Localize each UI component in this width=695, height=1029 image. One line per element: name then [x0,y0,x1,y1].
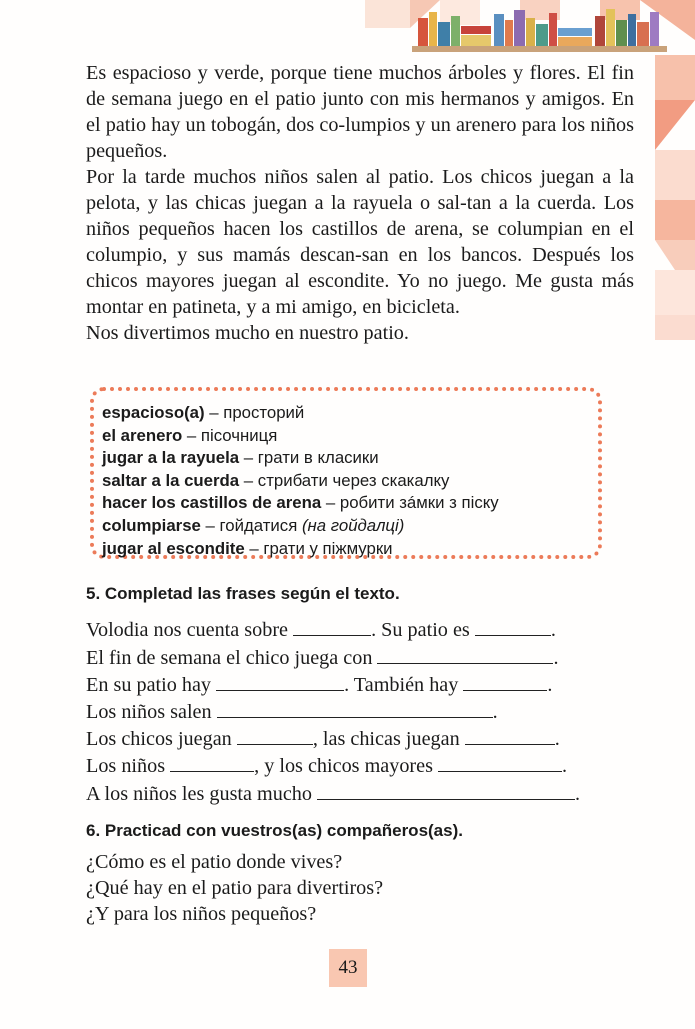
exercise-5-line-6: Los niños , y los chicos mayores . [86,755,568,777]
answer-blank[interactable] [216,672,344,691]
answer-blank[interactable] [317,781,575,800]
exercise-5-line-5: Los chicos juegan , las chicas juegan . [86,728,560,750]
vocabulary-item: saltar a la cuerda – стрибати через скакалку [102,470,450,490]
exercise-5-line-7: A los niños les gusta mucho . [86,783,581,805]
answer-blank[interactable] [465,726,555,745]
exercise-5-title: 5. Completad las frases según el texto. [86,584,400,603]
reading-paragraph-1: Es espacioso y verde, porque tiene muchos árboles y flores. El fin de semana juego en el patio junto con mis hermanos y amigos. En el patio hay un tobogán, dos co-lumpios y un arenero para los niños pequeños. [86,62,634,162]
answer-blank[interactable] [377,645,553,664]
exercise-6-title: 6. Practicad con vuestros(as) compañeros(as). [86,821,463,840]
exercise-6-question: ¿Qué hay en el patio para divertiros? [86,877,384,899]
answer-blank[interactable] [463,672,547,691]
answer-blank[interactable] [217,699,493,718]
page-number: 43 [329,949,367,987]
reading-paragraph-3: Nos divertimos mucho en nuestro patio. [86,322,409,344]
vocabulary-item: columpiarse – гойдатися (на гойдалці) [102,515,405,535]
exercise-5-line-2: El fin de semana el chico juega con . [86,647,559,669]
vocabulary-item: espacioso(a) – просторий [102,403,305,422]
vocabulary-item: jugar a la rayuela – грати в класики [102,448,379,468]
answer-blank[interactable] [293,617,371,636]
vocabulary-item: el arenero – пісочниця [102,425,278,445]
exercise-5-line-3: En su patio hay . También hay . [86,674,553,696]
vocabulary-box [90,387,602,559]
vocabulary-item: hacer los castillos de arena – робити зáмки з піску [102,493,499,513]
reading-text [86,60,634,346]
exercise-6-question: ¿Y para los niños pequeños? [86,903,317,925]
exercise-5-line-4: Los niños salen . [86,701,498,723]
answer-blank[interactable] [438,753,562,772]
exercise-6-question: ¿Cómo es el patio donde vives? [86,851,343,873]
bookshelf-icon [412,4,667,54]
exercise-5-line-1: Volodia nos cuenta sobre . Su patio es . [86,619,556,641]
reading-paragraph-2: Por la tarde muchos niños salen al patio. Los chicos juegan a la pelota, y las chicas juegan a la rayuela o sal-tan a la cuerda. Los niños pequeños hacen los castillos de arena, se columpian en el columpio, y sus mamás descan-san en los bancos. Después los chicos mayores juegan al escondite. Yo no juego. Me gusta más montar en patineta, y a mi amigo, en bicicleta. [86,166,634,318]
answer-blank[interactable] [475,617,551,636]
vocabulary-list [94,391,598,560]
answer-blank[interactable] [170,753,254,772]
vocabulary-item: jugar al escondite – грати у піжмурки [102,538,393,558]
answer-blank[interactable] [237,726,313,745]
